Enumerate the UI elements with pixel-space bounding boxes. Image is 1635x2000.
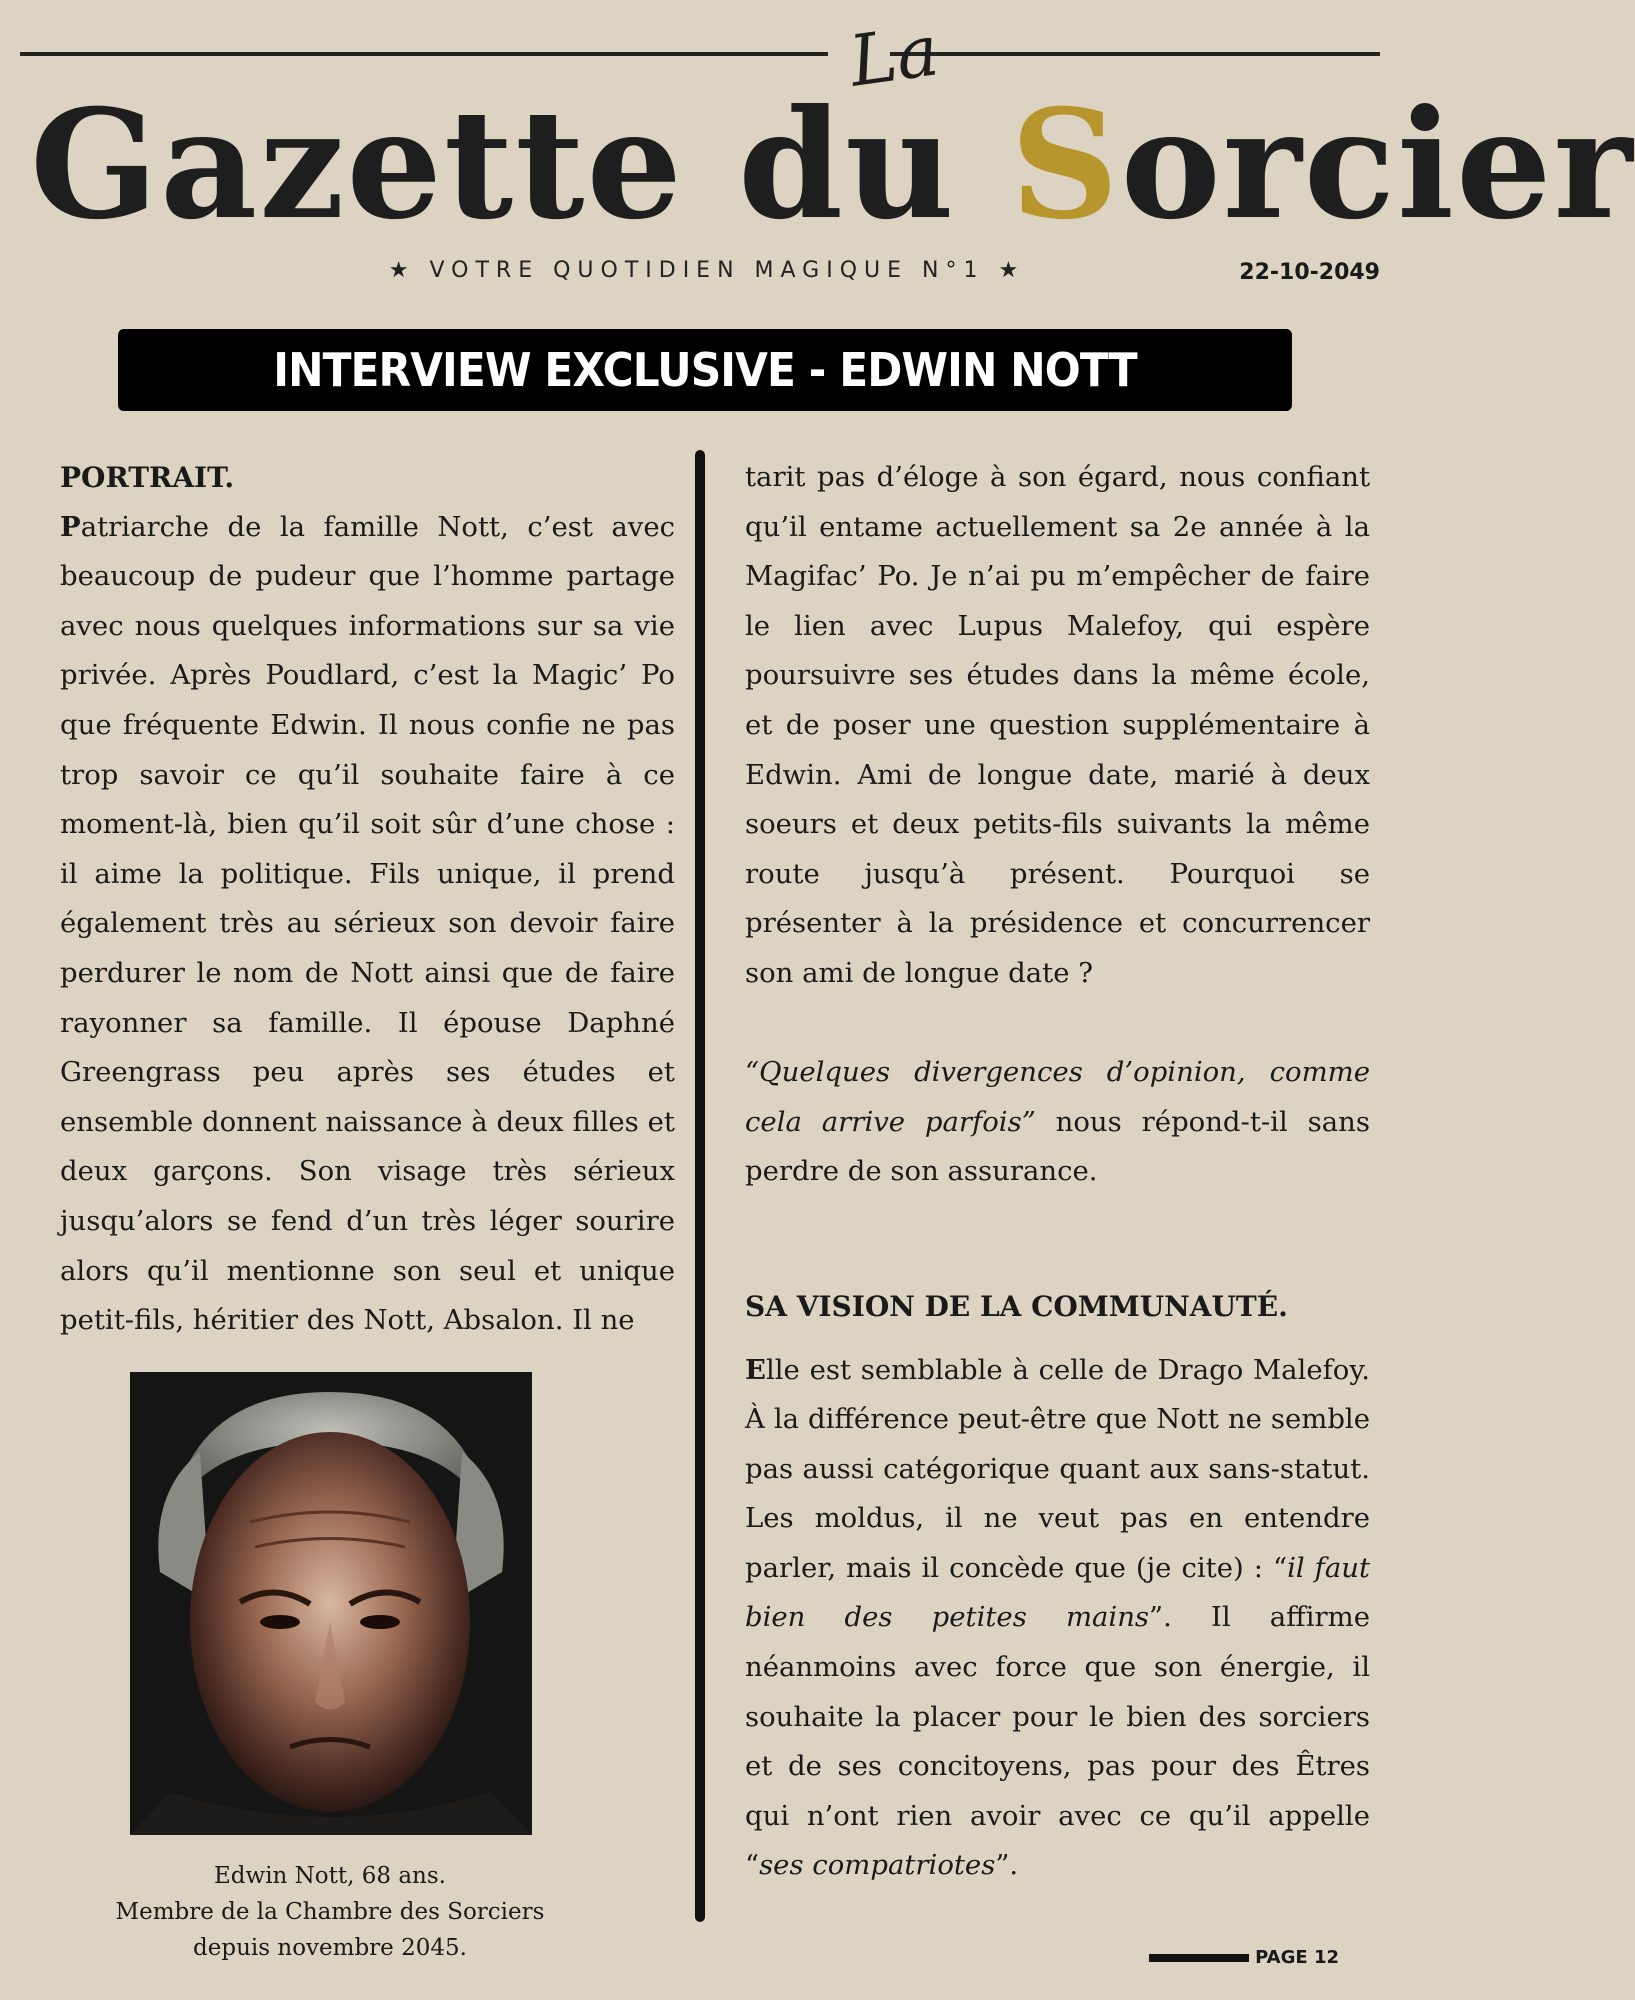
footer-bar (1149, 1954, 1249, 1962)
title-main: Gazette du (30, 77, 1011, 253)
vision-text-3: ”. (995, 1849, 1019, 1882)
caption-line-2: Membre de la Chambre des Sorciers (115, 1899, 545, 1925)
masthead-la: La (844, 9, 944, 103)
section-heading-vision: SA VISION DE LA COMMUNAUTÉ. (745, 1289, 1288, 1323)
portrait-caption (80, 1858, 580, 1966)
vision-paragraph (745, 1346, 1370, 1892)
title-gold-letter: S (1010, 77, 1121, 253)
quote-rest: nous répond-t-il sans perdre de son assurance. (745, 1105, 1370, 1188)
masthead-title (30, 77, 1635, 253)
tagline: ★ VOTRE QUOTIDIEN MAGIQUE N°1 ★ (388, 258, 1026, 283)
left-column (60, 453, 675, 1346)
portrait-text: atriarche de la famille Nott, c’est avec beaucoup de pudeur que l’homme partage avec nous quelques informations sur sa vie privée. Après Poudlard, c’est la Magic’ Po que fréquente Edwin. Il nous confie ne pas trop savoir ce qu’il souhaite faire à ce moment-là, bien qu’il soit sûr d’une chose : il aime la politique. Fils unique, il prend également très au sérieux son devoir faire perdurer le nom de Nott ainsi que de faire rayonner sa famille. Il épouse Daphné Greengrass peu après ses études et ensemble donnent naissance à deux filles et deux garçons. Son visage très sérieux jusqu’alors se fend d’un très léger sourire alors qu’il mentionne son seul et unique petit-fils, héritier des Nott, Absalon. Il ne (60, 510, 675, 1337)
drop-letter: P (60, 510, 81, 543)
headline-banner: INTERVIEW EXCLUSIVE - EDWIN NOTT (118, 329, 1292, 411)
caption-line-1: Edwin Nott, 68 ans. (214, 1863, 446, 1889)
quote-italic: “Quelques divergences d’opinion, comme cela arrive parfois” (745, 1056, 1370, 1138)
portrait-image (130, 1372, 532, 1835)
column-divider (695, 450, 705, 1922)
caption-line-3: depuis novembre 2045. (193, 1935, 467, 1961)
vision-text-2: ”. Il affirme néanmoins avec force que son énergie, il souhaite la placer pour le bien des sorciers et de ses concitoyens, pas pour des Êtres qui n’ont rien avoir avec ce qu’il appelle “ (745, 1601, 1371, 1882)
title-rest: orcier (1120, 77, 1635, 253)
page-number: PAGE 12 (1255, 1947, 1339, 1968)
masthead (0, 9, 1635, 285)
quote-paragraph (745, 1048, 1370, 1197)
portrait-paragraph (60, 503, 675, 1346)
issue-date: 22-10-2049 (1239, 260, 1380, 285)
masthead-rule-left (20, 52, 828, 56)
vision-italic-2: ses compatriotes (759, 1849, 996, 1882)
page-footer (1149, 1947, 1339, 1968)
masthead-rule-right (890, 52, 1380, 56)
right-column (745, 453, 1370, 1891)
drop-letter-2: E (745, 1353, 766, 1386)
continuation-paragraph: tarit pas d’éloge à son égard, nous confiant qu’il entame actuellement sa 2e année à la Magifac’ Po. Je n’ai pu m’empêcher de faire le lien avec Lupus Malefoy, qui espère poursuivre ses études dans la même école, et de poser une question supplémentaire à Edwin. Ami de longue date, marié à deux soeurs et deux petits-fils suivants la même route jusqu’à présent. Pourquoi se présenter à la présidence et concurrencer son ami de longue date ? (745, 461, 1370, 989)
vision-italic-1: il faut bien des petites mains (745, 1551, 1370, 1634)
section-heading-portrait: PORTRAIT. (60, 461, 235, 494)
vision-text-1: lle est semblable à celle de Drago Malefoy. À la différence peut-être que Nott ne semble pas aussi catégorique quant aux sans-statut. Les moldus, il ne veut pas en entendre parler, mais il concède que (je cite) : “ (745, 1353, 1370, 1584)
